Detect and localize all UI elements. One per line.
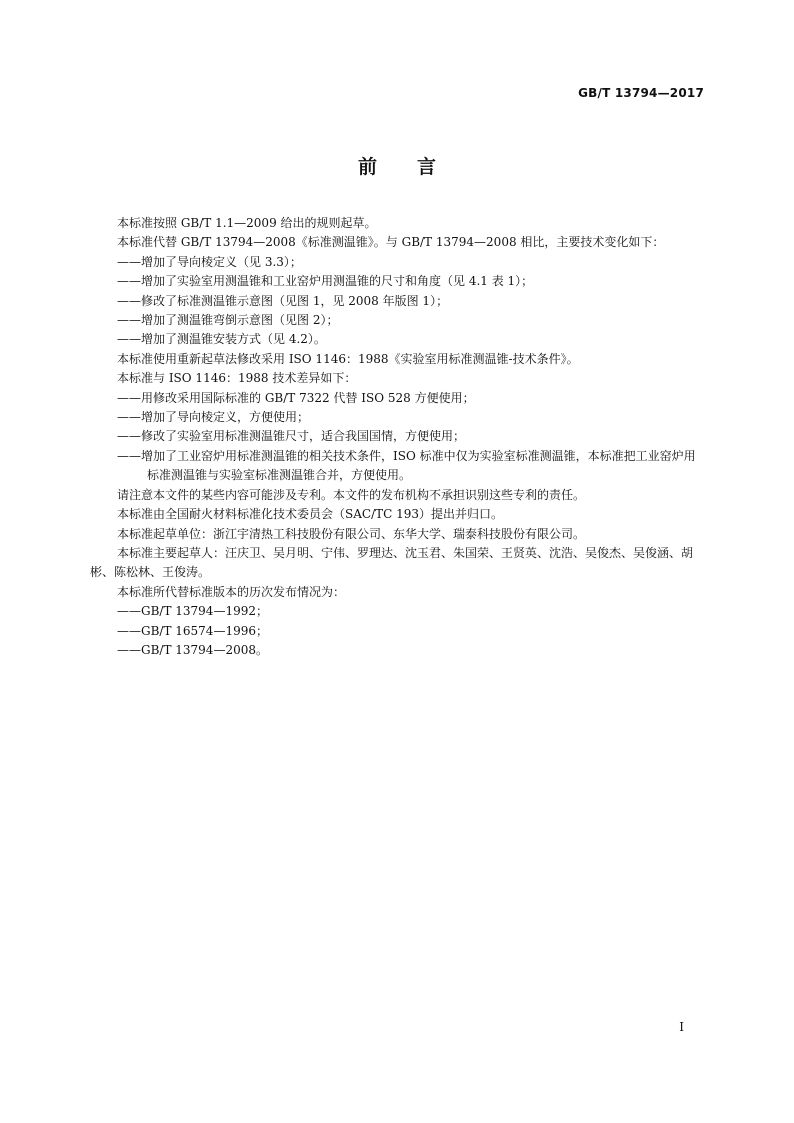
list-item: ——增加了工业窑炉用标准测温锥的相关技术条件，ISO 标准中仅为实验室标准测温锥，本标准把工业窑炉用标准测温锥与实验室标准测温锥合并，方便使用。 [117,448,696,483]
list-item: ——GB/T 13794—2008。 [117,642,268,657]
list-item: ——GB/T 16574—1996； [117,623,268,638]
list-item: ——增加了导向棱定义，方便使用； [117,410,310,425]
list-item: ——用修改采用国际标准的 GB/T 7322 代替 ISO 528 方便使用； [117,390,475,405]
list-item: ——修改了标准测温锥示意图（见图 1，见 2008 年版图 1）； [117,293,449,308]
page-number: I [679,1020,684,1034]
paragraph: 请注意本文件的某些内容可能涉及专利。本文件的发布机构不承担识别这些专利的责任。 [117,487,586,502]
paragraph: 本标准所代替标准版本的历次发布情况为： [117,584,346,599]
paragraph: 本标准主要起草人：汪庆卫、吴月明、宁伟、罗理达、沈玉君、朱国荣、王贤英、沈浩、吴俊杰、吴俊涵、胡彬、陈松林、王俊涛。 [90,545,694,580]
paragraph: 本标准按照 GB/T 1.1—2009 给出的规则起草。 [117,216,377,230]
standard-number: GB/T 13794—2017 [578,86,704,100]
paragraph: 本标准由全国耐火材料标准化技术委员会（SAC/TC 193）提出并归口。 [117,507,504,522]
paragraph: 本标准起草单位：浙江宇清热工科技股份有限公司、东华大学、瑞泰科技股份有限公司。 [117,526,586,541]
paragraph: 本标准代替 GB/T 13794—2008《标准测温锥》。与 GB/T 13794—2008 相比，主要技术变化如下： [117,235,665,250]
page-title: 前言 [357,156,476,178]
foreword-body [90,214,704,660]
list-item: ——增加了测温锥弯倒示意图（见图 2）； [117,313,339,328]
paragraph: 本标准与 ISO 1146：1988 技术差异如下： [117,371,357,386]
paragraph: 本标准使用重新起草法修改采用 ISO 1146：1988《实验室用标准测温锥-技术条件》。 [117,351,579,366]
list-item: ——增加了导向棱定义（见 3.3）； [117,254,302,269]
list-item: ——修改了实验室用标准测温锥尺寸，适合我国国情，方便使用； [117,429,466,444]
list-item: ——增加了实验室用测温锥和工业窑炉用测温锥的尺寸和角度（见 4.1 表 1）； [117,274,534,289]
list-item: ——增加了测温锥安装方式（见 4.2）。 [117,332,326,347]
list-item: ——GB/T 13794—1992； [117,604,268,619]
